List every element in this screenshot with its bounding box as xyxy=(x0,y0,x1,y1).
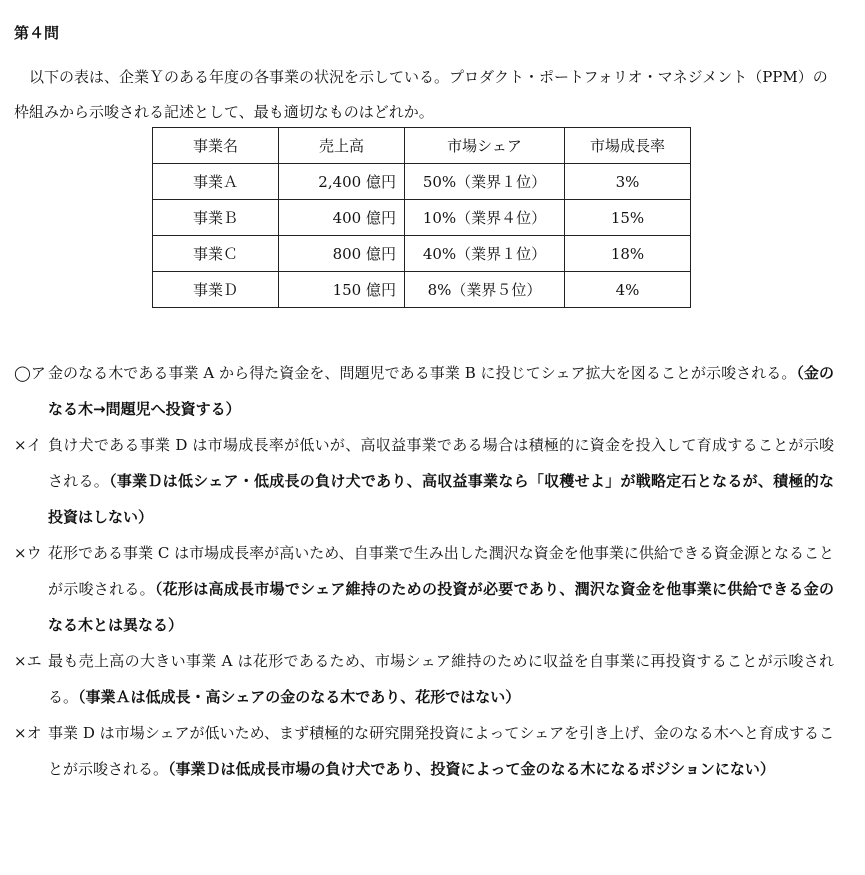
option-mark: ×エ xyxy=(14,652,42,670)
option-e xyxy=(14,643,834,715)
cell-market-growth: 4% xyxy=(565,272,691,308)
option-explanation: （事業Ｄは低シェア・低成長の負け犬であり、高収益事業なら「収穫せよ」が戦略定石となるが、積極的な投資はしない） xyxy=(48,472,834,526)
option-text: 金のなる木である事業 A から得た資金を、問題児である事業 B に投じてシェア拡大を図ることが示唆される。 xyxy=(48,364,797,382)
question-number: 第４問 xyxy=(14,24,60,42)
cell-market-share: 8%（業界５位） xyxy=(405,272,565,308)
cell-sales: 2,400 億円 xyxy=(279,164,405,200)
table-row xyxy=(153,200,691,236)
header-market-growth: 市場成長率 xyxy=(565,128,691,164)
header-business-name: 事業名 xyxy=(153,128,279,164)
header-sales: 売上高 xyxy=(279,128,405,164)
option-text: 事業 D は市場シェアが低いため、まず積極的な研究開発投資によってシェアを引き上げ、金のなる木へと育成することが示唆される。 xyxy=(48,724,834,778)
cell-sales: 150 億円 xyxy=(279,272,405,308)
option-a xyxy=(14,355,834,427)
option-mark: ×オ xyxy=(14,724,42,742)
table-row xyxy=(153,164,691,200)
option-mark: ×イ xyxy=(14,436,42,454)
cell-market-share: 40%（業界１位） xyxy=(405,236,565,272)
table-row xyxy=(153,236,691,272)
cell-business-name: 事業Ｃ xyxy=(153,236,279,272)
cell-business-name: 事業Ｄ xyxy=(153,272,279,308)
table-header-row xyxy=(153,128,691,164)
cell-market-growth: 18% xyxy=(565,236,691,272)
option-text: 負け犬である事業 D は市場成長率が低いが、高収益事業である場合は積極的に資金を投入して育成することが示唆される。 xyxy=(48,436,834,490)
cell-sales: 400 億円 xyxy=(279,200,405,236)
option-explanation: （事業Ａは低成長・高シェアの金のなる木であり、花形ではない） xyxy=(78,688,521,706)
option-u xyxy=(14,535,834,643)
option-i xyxy=(14,427,834,535)
business-table xyxy=(152,127,691,308)
option-o xyxy=(14,715,834,787)
option-mark: ×ウ xyxy=(14,544,42,562)
cell-market-share: 10%（業界４位） xyxy=(405,200,565,236)
cell-market-share: 50%（業界１位） xyxy=(405,164,565,200)
option-text: 最も売上高の大きい事業 A は花形であるため、市場シェア維持のために収益を自事業に再投資することが示唆される。 xyxy=(48,652,834,706)
option-explanation: （花形は高成長市場でシェア維持のための投資が必要であり、潤沢な資金を他事業に供給できる金のなる木とは異なる） xyxy=(48,580,834,634)
option-text: 花形である事業 C は市場成長率が高いため、自事業で生み出した潤沢な資金を他事業に供給できる資金源となることが示唆される。 xyxy=(48,544,834,598)
question-text: 以下の表は、企業Ｙのある年度の各事業の状況を示している。プロダクト・ポートフォリオ・マネジメント（PPM）の枠組みから示唆される記述として、最も適切なものはどれか。 xyxy=(14,68,828,121)
cell-sales: 800 億円 xyxy=(279,236,405,272)
answer-options xyxy=(14,355,834,787)
table-row xyxy=(153,272,691,308)
option-mark: ◯ア xyxy=(14,364,46,382)
header-market-share: 市場シェア xyxy=(405,128,565,164)
cell-market-growth: 3% xyxy=(565,164,691,200)
cell-market-growth: 15% xyxy=(565,200,691,236)
option-explanation: （事業Ｄは低成長市場の負け犬であり、投資によって金のなる木になるポジションにない） xyxy=(168,760,775,778)
option-explanation: （金のなる木→問題児へ投資する） xyxy=(48,364,834,418)
cell-business-name: 事業Ｂ xyxy=(153,200,279,236)
cell-business-name: 事業Ａ xyxy=(153,164,279,200)
